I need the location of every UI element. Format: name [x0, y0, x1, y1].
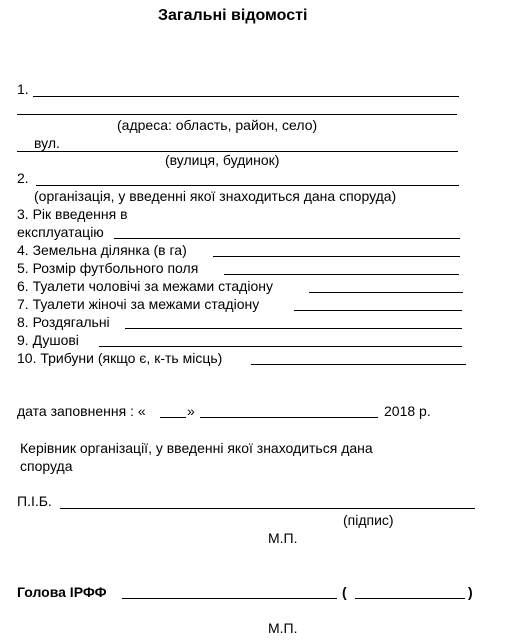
head-text-line2: споруда	[20, 458, 73, 474]
item10-line	[251, 364, 466, 365]
item5-label: 5. Розмір футбольного поля	[17, 260, 199, 276]
item2-line	[36, 185, 459, 186]
item6-label: 6. Туалети чоловічі за межами стадіону	[17, 278, 273, 294]
item1-address-line	[33, 96, 459, 97]
item1-street-label: вул.	[34, 135, 60, 151]
signature-caption: (підпис)	[343, 512, 394, 528]
item10-label: 10. Трибуни (якщо є, к-ть місць)	[17, 350, 223, 366]
item3-label: 3. Рік введення в	[17, 206, 128, 222]
item4-line	[213, 256, 460, 257]
item7-line	[294, 310, 462, 311]
stamp-label: М.П.	[268, 530, 298, 546]
date-month-line	[200, 417, 378, 418]
pib-line	[60, 508, 475, 509]
item3-label-cont: експлуатацію	[17, 224, 104, 240]
item4-label: 4. Земельна ділянка (в га)	[17, 242, 187, 258]
chairman-stamp-label: М.П.	[268, 620, 298, 636]
item1-address-caption: (адреса: область, район, село)	[117, 117, 318, 133]
date-label: дата заповнення : «	[17, 403, 146, 419]
item8-label: 8. Роздягальні	[17, 314, 110, 330]
pib-label: П.І.Б.	[17, 493, 52, 509]
date-year: 2018 р.	[384, 403, 431, 419]
chairman-signature-line	[122, 598, 337, 599]
chairman-close-paren: )	[468, 584, 473, 600]
item2-caption: (організація, у введенні якої знаходиться дана споруда)	[34, 188, 397, 204]
date-close-quote: »	[187, 403, 195, 419]
item8-line	[125, 328, 462, 329]
item1-street-caption: (вулиця, будинок)	[165, 152, 280, 168]
item9-label: 9. Душові	[17, 332, 79, 348]
item1-number: 1.	[17, 81, 29, 97]
item1-address-line-2	[17, 114, 457, 115]
item9-line	[99, 346, 462, 347]
item6-line	[309, 292, 463, 293]
item3-line	[114, 238, 460, 239]
chairman-name-line	[355, 598, 465, 599]
item7-label: 7. Туалети жіночі за межами стадіону	[17, 296, 260, 312]
item5-line	[224, 274, 459, 275]
form-title: Загальні відомості	[158, 7, 308, 24]
item2-number: 2.	[17, 170, 29, 186]
head-text-line1: Керівник організації, у введенні якої знаходиться дана	[20, 440, 373, 456]
chairman-open-paren: (	[342, 584, 347, 600]
chairman-label: Голова ІРФФ	[17, 584, 107, 600]
date-day-line	[160, 417, 186, 418]
